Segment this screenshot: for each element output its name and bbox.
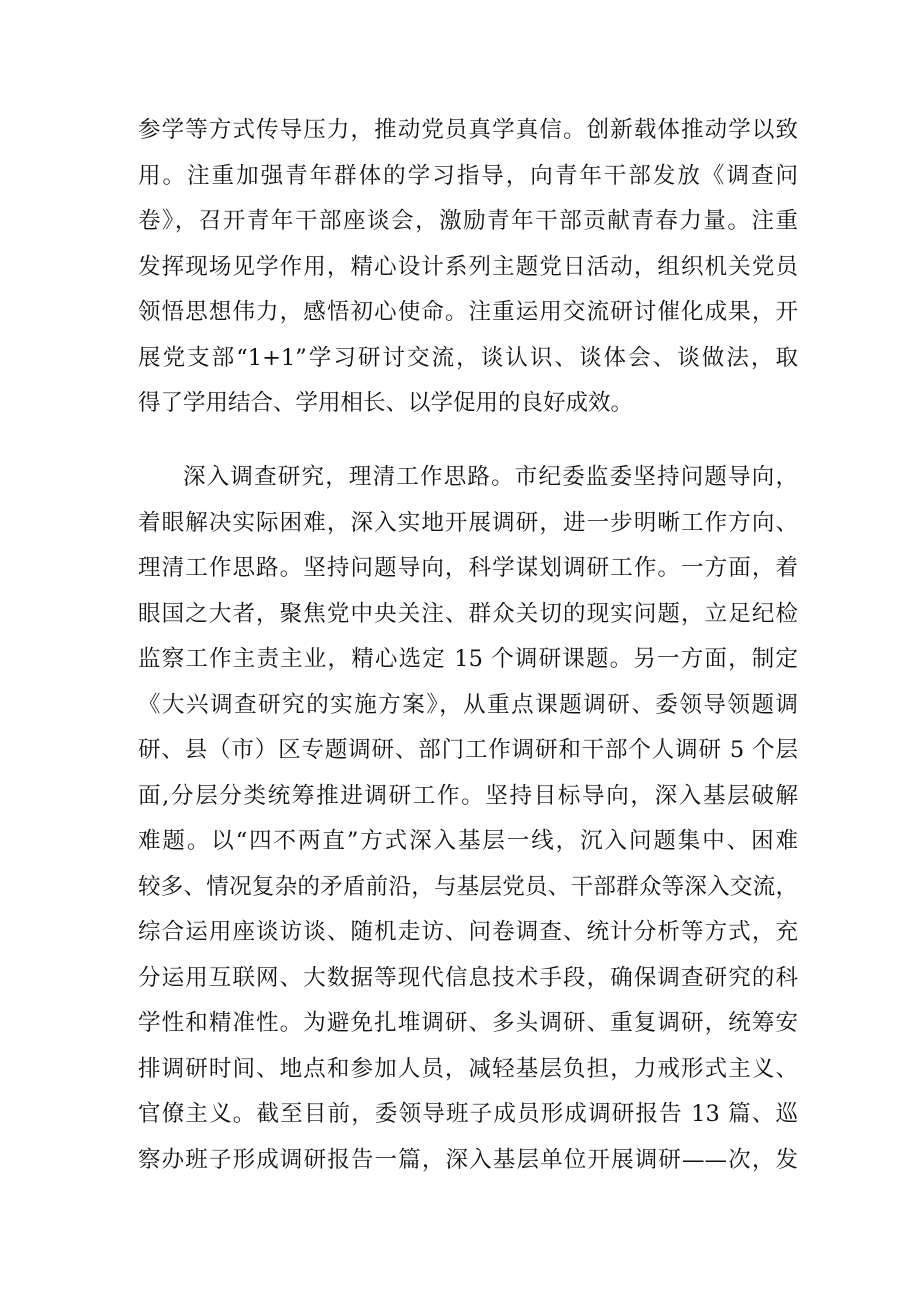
text-line: 得了学用结合、学用相长、以学促用的良好成效。 xyxy=(138,390,634,416)
text-line: 用。注重加强青年群体的学习指导，向青年干部发放《调查问 xyxy=(138,162,798,189)
text-line: 学性和精准性。为避免扎堆调研、多头调研、重复调研，统筹安 xyxy=(138,1010,798,1036)
text-line: 卷》，召开青年干部座谈会，激励青年干部贡献青春力量。注重 xyxy=(138,208,798,234)
paragraph-investigation-research xyxy=(138,455,798,1183)
text-line: 难题。以“四不两直”方式深入基层一线，沉入问题集中、困难 xyxy=(138,828,798,854)
text-line: 展党支部“1+1”学习研讨交流，谈认识、谈体会、谈做法，取 xyxy=(138,344,798,371)
text-line: 发挥现场见学作用，精心设计系列主题党日活动，组织机关党员 xyxy=(138,253,798,280)
text-line: 深入调查研究，理清工作思路。市纪委监委坚持问题导向， xyxy=(183,464,798,490)
text-line: 理清工作思路。坚持问题导向，科学谋划调研工作。一方面，着 xyxy=(138,555,798,581)
text-line: 面,分层分类统筹推进调研工作。坚持目标导向，深入基层破解 xyxy=(138,782,798,809)
text-line: 《大兴调查研究的实施方案》，从重点课题调研、委领导领题调 xyxy=(138,691,798,718)
text-line: 分运用互联网、大数据等现代信息技术手段，确保调查研究的科 xyxy=(138,964,798,991)
text-line: 参学等方式传导压力，推动党员真学真信。创新载体推动学以致 xyxy=(138,117,798,143)
text-line: 官僚主义。截至目前，委领导班子成员形成调研报告 13 篇、巡 xyxy=(138,1101,798,1127)
text-line: 综合运用座谈访谈、随机走访、问卷调查、统计分析等方式，充 xyxy=(138,919,798,945)
text-line: 排调研时间、地点和参加人员，减轻基层负担，力戒形式主义、 xyxy=(138,1055,798,1082)
text-line: 着眼解决实际困难，深入实地开展调研，进一步明晰工作方向、 xyxy=(138,509,798,536)
paragraph-study-practice xyxy=(138,108,798,427)
text-line: 较多、情况复杂的矛盾前沿，与基层党员、干部群众等深入交流， xyxy=(138,873,798,900)
text-line: 眼国之大者，聚焦党中央关注、群众关切的现实问题，立足纪检 xyxy=(138,600,798,627)
text-line: 监察工作主责主业，精心选定 15 个调研课题。另一方面，制定 xyxy=(138,646,798,672)
text-line: 察办班子形成调研报告一篇，深入基层单位开展调研——次，发 xyxy=(138,1146,798,1173)
text-line: 研、县（市）区专题调研、部门工作调研和干部个人调研 5 个层 xyxy=(138,737,798,763)
text-line: 领悟思想伟力，感悟初心使命。注重运用交流研讨催化成果，开 xyxy=(138,299,798,325)
